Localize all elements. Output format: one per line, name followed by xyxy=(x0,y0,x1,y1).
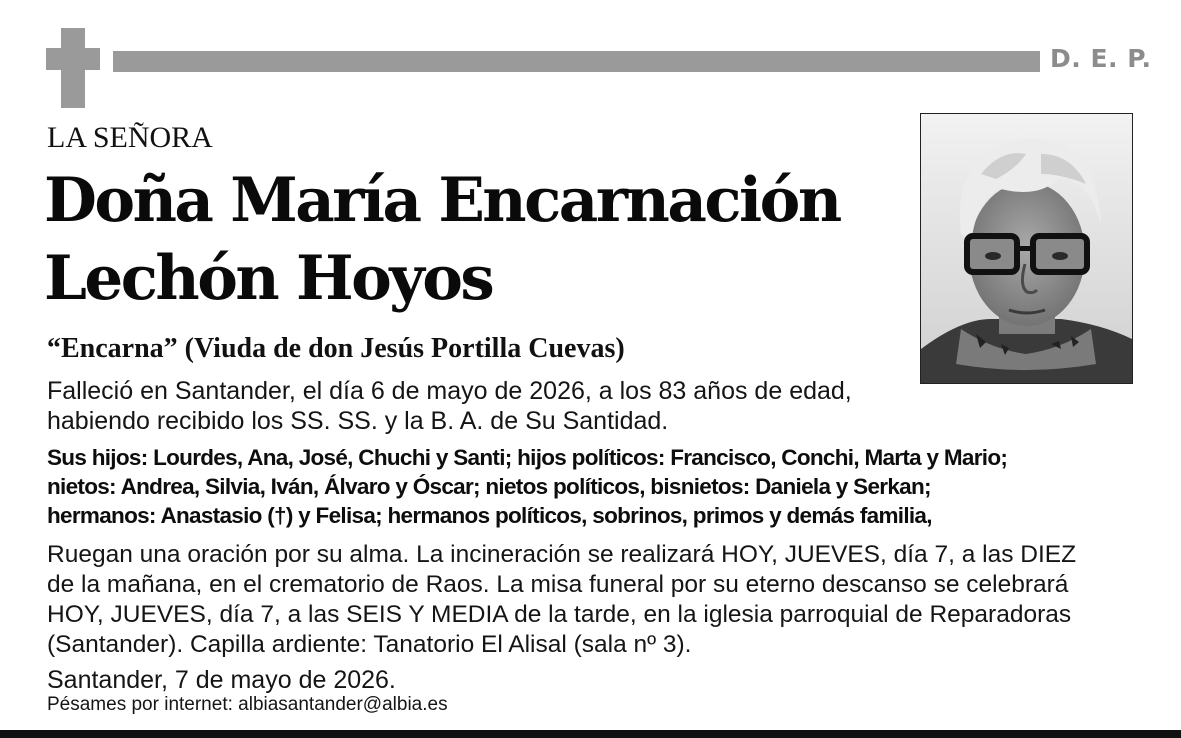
name-line-1: Doña María Encarnación xyxy=(44,165,840,236)
family-line-1: Sus hijos: Lourdes, Ana, José, Chuchi y Santi; hijos políticos: Francisco, Conchi, Marta y Mario; xyxy=(47,445,1008,470)
name-line-2: Lechón Hoyos xyxy=(44,243,493,314)
prayer-line-3: HOY, JUEVES, día 7, a las SEIS Y MEDIA de la tarde, en la iglesia parroquial de Reparadoras xyxy=(47,601,1072,628)
dep-label: D. E. P. xyxy=(1050,44,1152,73)
header-rule xyxy=(113,51,1040,72)
title-label: LA SEÑORA xyxy=(47,121,213,154)
death-line-2: habiendo recibido los SS. SS. y la B. A. de Su Santidad. xyxy=(47,407,669,435)
alias-line: “Encarna” (Viuda de don Jesús Portilla Cuevas) xyxy=(47,333,625,364)
death-notice xyxy=(47,376,852,436)
cross-horizontal-bar xyxy=(46,48,100,70)
prayer-line-2: de la mañana, en el crematorio de Raos. La misa funeral por su eterno descanso se celebrará xyxy=(47,571,1069,598)
prayer-line-1: Ruegan una oración por su alma. La incineración se realizará HOY, JUEVES, día 7, a las DIEZ xyxy=(47,541,1077,568)
death-line-1: Falleció en Santander, el día 6 de mayo de 2026, a los 83 años de edad, xyxy=(47,377,852,405)
prayer-line-4: (Santander). Capilla ardiente: Tanatorio El Alisal (sala nº 3). xyxy=(47,631,692,658)
family-list xyxy=(47,443,1147,530)
portrait-photo xyxy=(920,113,1133,384)
family-line-3: hermanos: Anastasio (†) y Felisa; hermanos políticos, sobrinos, primos y demás familia, xyxy=(47,503,932,528)
deceased-name xyxy=(44,162,840,318)
family-line-2: nietos: Andrea, Silvia, Iván, Álvaro y Óscar; nietos políticos, bisnietos: Daniela y Serkan; xyxy=(47,474,931,499)
condolences-line: Pésames por internet: albiasantander@albia.es xyxy=(47,694,448,715)
prayer-paragraph xyxy=(47,540,1076,660)
bottom-border xyxy=(0,730,1181,738)
dateline: Santander, 7 de mayo de 2026. xyxy=(47,666,396,694)
